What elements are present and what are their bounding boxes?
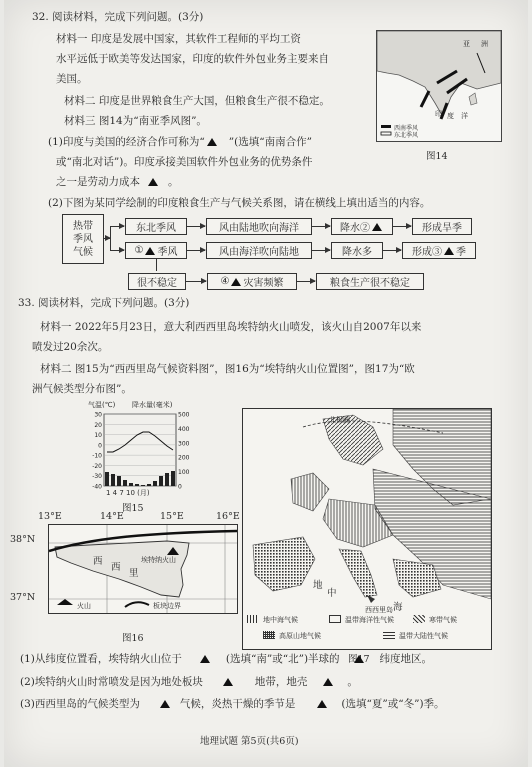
fig16-legend-boundary: 板块边界 bbox=[153, 602, 181, 610]
fig16-lon-14: 14°E bbox=[100, 511, 124, 522]
fig15-right-tick: 500 bbox=[178, 411, 190, 419]
fig17-legend-med: 地中海气候 bbox=[263, 616, 298, 624]
flow-stem bbox=[104, 238, 110, 239]
fig16-volcano-label: 埃特纳火山 bbox=[141, 556, 176, 564]
blank-triangle-icon bbox=[160, 700, 170, 708]
fig15-precip-bar bbox=[123, 480, 127, 486]
fig14-asia-label: 亚 bbox=[463, 40, 470, 48]
fig17-sea-label: 地 bbox=[313, 580, 323, 591]
fig15-chart bbox=[82, 410, 198, 500]
q33-material-1: 材料一 2022年5月23日，意大利西西里岛埃特纳火山喷发，该火山自2007年以来 bbox=[40, 321, 422, 333]
q33-question-1: (1)从纬度位置看，埃特纳火山位于 (选填“南”或“北”)半球的 纬度地区。 bbox=[20, 653, 433, 665]
fig15-precip-bar bbox=[171, 471, 175, 486]
fig15-left-tick: 20 bbox=[94, 421, 102, 429]
blank-triangle-icon bbox=[317, 700, 327, 708]
fig17-map bbox=[242, 408, 492, 650]
fig17-caption: 图17 bbox=[348, 654, 370, 665]
q32-material-1: 材料一 印度是发展中国家，其软件工程师的平均工资 bbox=[56, 33, 301, 45]
flow-disaster-4: ④ 灾害频繁 bbox=[207, 273, 297, 290]
fig16-lon-13: 13°E bbox=[38, 511, 62, 522]
fig15-left-tick: 10 bbox=[94, 432, 102, 440]
fig15-precip-bar bbox=[153, 481, 157, 486]
fig15-precip-bar bbox=[111, 474, 115, 486]
fig17-legend-continental: 温带大陆性气候 bbox=[399, 632, 448, 640]
fig16-lon-16: 16°E bbox=[216, 511, 240, 522]
blank-triangle-icon bbox=[148, 178, 158, 186]
fig14-ocean-label-3: 洋 bbox=[461, 112, 468, 120]
blank-triangle-icon bbox=[323, 678, 333, 686]
blank-triangle-icon bbox=[200, 655, 210, 663]
fig16-lat-38: 38°N bbox=[10, 534, 36, 545]
flow-northeast-monsoon: 东北季风 bbox=[125, 218, 187, 235]
q32-material-1-line3: 美国。 bbox=[56, 73, 88, 85]
fig16-map bbox=[48, 524, 238, 614]
blank-triangle-icon bbox=[145, 247, 155, 255]
fig14-asia-label-2: 洲 bbox=[481, 40, 488, 48]
fig15-left-tick: -20 bbox=[92, 462, 102, 470]
fig17-legend-highland: 高原山地气候 bbox=[279, 632, 321, 640]
page-footer: 地理试题 第5页(共6页) bbox=[200, 736, 299, 747]
fig15-precip-bar bbox=[129, 483, 133, 486]
q32-material-3: 材料三 图14为“南亚季风图”。 bbox=[64, 115, 207, 127]
fig15-precip-label: 降水量(毫米) bbox=[132, 401, 173, 409]
q33-question-3: (3)西西里岛的气候类型为 气候，炎热干燥的季节是 (选填“夏”或“冬”)季。 bbox=[20, 698, 445, 710]
blank-triangle-icon bbox=[372, 223, 382, 231]
exam-page bbox=[4, 0, 528, 767]
q32-material-1-line2: 水平远低于欧美等发达国家，印度的软件外包业务主要来自 bbox=[56, 53, 329, 65]
fig14-legend-northeast: 东北季风 bbox=[394, 132, 419, 139]
fig15-right-tick: 100 bbox=[178, 469, 190, 477]
q32-question-1: (1)印度与美国的经济合作可称为“ ”(选填“南南合作” bbox=[48, 136, 312, 148]
fig16-legend-volcano: 火山 bbox=[77, 602, 91, 610]
fig16-lon-15: 15°E bbox=[160, 511, 184, 522]
fig15-precip-bar bbox=[165, 473, 169, 486]
flow-much-precip: 降水多 bbox=[331, 242, 383, 259]
fig17-legend-polar: 寒带气候 bbox=[429, 616, 457, 624]
flow-arrow bbox=[383, 250, 401, 251]
fig14-ocean-label: 印 bbox=[435, 110, 442, 118]
flow-arrow bbox=[186, 281, 206, 282]
fig14-caption: 图14 bbox=[426, 151, 448, 162]
fig14-map bbox=[376, 30, 502, 142]
fig15-left-tick: -40 bbox=[92, 483, 102, 491]
fig15-right-tick: 300 bbox=[178, 440, 190, 448]
fig17-legend-swatch-polar bbox=[413, 615, 425, 623]
fig15-precip-bar bbox=[141, 485, 145, 486]
flow-connector bbox=[156, 259, 157, 271]
fig15-temp-curve bbox=[107, 432, 173, 452]
fig17-legend-swatch-continental bbox=[383, 631, 395, 639]
fig15-left-tick: -30 bbox=[92, 473, 102, 481]
blank-triangle-icon bbox=[207, 138, 217, 146]
q32-material-2: 材料二 印度是世界粮食生产大国，但粮食生产很不稳定。 bbox=[64, 95, 330, 107]
q33-header: 33. 阅读材料，完成下列问题。(3分) bbox=[18, 297, 190, 309]
fig15-precip-bar bbox=[105, 472, 109, 486]
flow-unstable: 很不稳定 bbox=[128, 273, 186, 290]
fig15-months: 1 4 7 10 (月) bbox=[106, 489, 150, 497]
q33-question-2: (2)埃特纳火山时常喷发是因为地处板块 地带，地壳 。 bbox=[20, 676, 358, 688]
fig17-legend-ocean: 温带海洋性气候 bbox=[345, 616, 394, 624]
fig14-ocean-label-2: 度 bbox=[447, 112, 454, 120]
flow-land-to-sea: 风由陆地吹向海洋 bbox=[206, 218, 312, 235]
q32-header: 32. 阅读材料，完成下列问题。(3分) bbox=[32, 11, 204, 23]
fig15-left-tick: 0 bbox=[98, 442, 102, 450]
fig17-sea-label-2: 中 bbox=[327, 588, 337, 599]
blank-triangle-icon bbox=[231, 278, 241, 286]
flow-sea-to-land: 风由海洋吹向陆地 bbox=[206, 242, 312, 259]
fig17-legend-swatch-highland bbox=[263, 631, 275, 639]
fig15-precip-bar bbox=[147, 484, 151, 486]
fig16-island-label-2: 西 bbox=[111, 562, 121, 573]
q32-question-1-line3: 之一是劳动力成本 。 bbox=[56, 176, 179, 188]
q32-question-2: (2)下图为某同学绘制的印度粮食生产与气候关系图，请在横线上填出适当的内容。 bbox=[48, 197, 431, 209]
flow-arrow bbox=[312, 226, 330, 227]
fig16-caption: 图16 bbox=[122, 633, 144, 644]
flow-food-unstable: 粮食生产很不稳定 bbox=[316, 273, 424, 290]
fig16-island-label-3: 里 bbox=[129, 568, 139, 579]
flow-arrow bbox=[312, 250, 330, 251]
fig16-map-svg bbox=[49, 525, 237, 613]
flow-root-tropical-monsoon: 热带 季风 气候 bbox=[62, 214, 104, 264]
fig15-chart-svg bbox=[82, 410, 198, 500]
q33-material-1-line2: 喷发过20余次。 bbox=[32, 341, 109, 353]
blank-triangle-icon bbox=[444, 247, 454, 255]
flow-arrow bbox=[393, 226, 411, 227]
fig17-sicily-label: 西西里岛 bbox=[365, 606, 393, 614]
q32-question-1-line2: 或“南北对话”)。印度承接美国软件外包业务的优势条件 bbox=[56, 156, 313, 168]
flow-arrow bbox=[187, 250, 205, 251]
blank-triangle-icon bbox=[223, 678, 233, 686]
flow-arrow bbox=[110, 226, 124, 227]
fig15-right-tick: 400 bbox=[178, 425, 190, 433]
fig15-right-tick: 200 bbox=[178, 454, 190, 462]
fig15-temp-label: 气温(℃) bbox=[88, 401, 116, 409]
fig15-right-tick: 0 bbox=[178, 483, 182, 491]
flow-arrow bbox=[297, 281, 315, 282]
fig17-legend-swatch-med bbox=[247, 615, 259, 623]
fig17-legend-swatch-ocean bbox=[329, 615, 341, 623]
fig15-precip-bar bbox=[117, 476, 121, 486]
fig15-precip-bar bbox=[135, 484, 139, 486]
flow-dry-season: 形成旱季 bbox=[412, 218, 472, 235]
fig15-left-tick: 30 bbox=[94, 411, 102, 419]
flow-monsoon-1: ① 季风 bbox=[125, 242, 187, 259]
fig16-island-label: 西 bbox=[93, 556, 103, 567]
fig15-left-tick: -10 bbox=[92, 452, 102, 460]
flow-precip-2: 降水② bbox=[331, 218, 393, 235]
fig14-legend-southwest: 西南季风 bbox=[394, 125, 419, 132]
blank-triangle-icon bbox=[354, 655, 364, 663]
fig15-precip-bar bbox=[159, 476, 163, 486]
fig17-arctic-circle: 北极圈 bbox=[329, 416, 350, 424]
q33-material-2: 材料二 图15为“西西里岛气候资料图”，图16为“埃特纳火山位置图”，图17为“欧 bbox=[40, 363, 415, 375]
fig16-lat-37: 37°N bbox=[10, 592, 36, 603]
flow-season-3: 形成③ 季 bbox=[402, 242, 476, 259]
q33-material-2-line2: 洲气候类型分布图”。 bbox=[32, 383, 132, 395]
flow-arrow bbox=[110, 250, 124, 251]
fig17-sea-label-3: 海 bbox=[393, 602, 403, 613]
flow-arrow bbox=[187, 226, 205, 227]
fig15-caption: 图15 bbox=[122, 503, 144, 514]
